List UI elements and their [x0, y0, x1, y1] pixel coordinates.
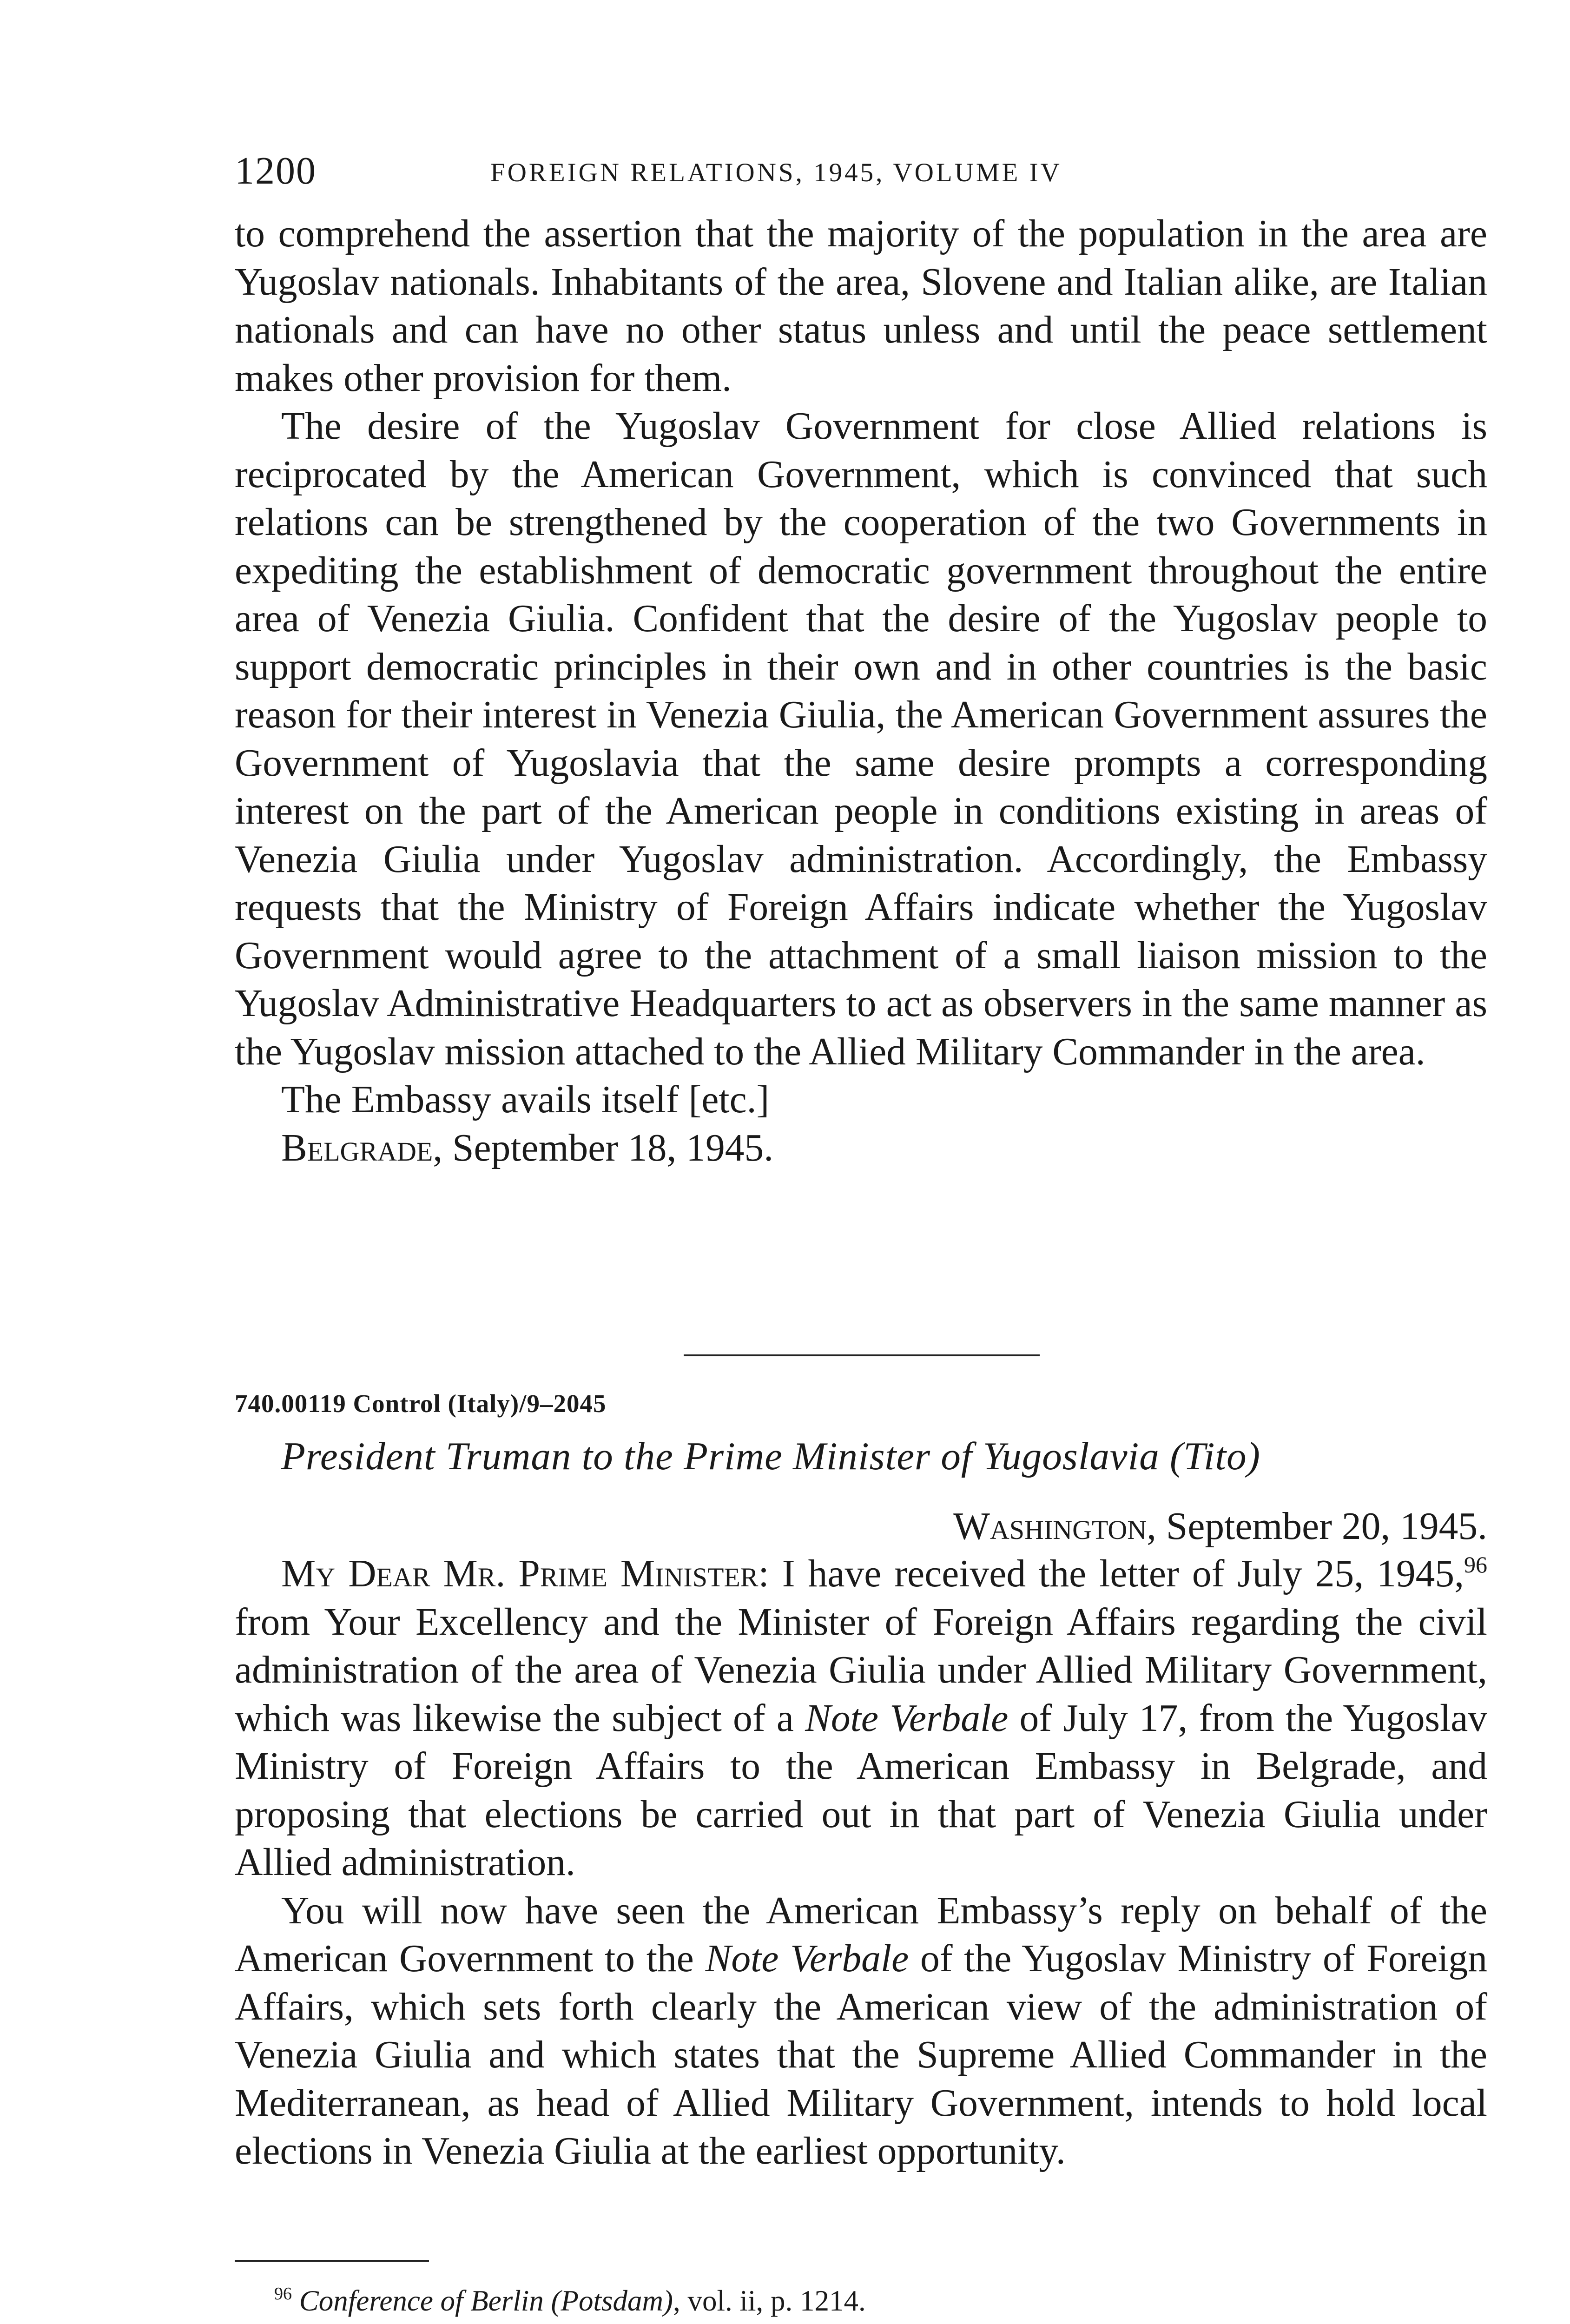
italic-term: Note Verbale	[705, 1937, 909, 1980]
section-divider	[684, 1354, 1040, 1356]
footnote	[274, 2282, 1487, 2319]
dateline	[855, 1503, 1487, 1551]
letter-paragraph: You will now have seen the American Embassy’s reply on behalf of the American Government to the Note Verbale of the Yugoslav Ministry of Foreign Affairs, which sets forth clearly the American view of the administration of Venezia Giulia and which states that the Supreme Allied Commander in the Mediterranean, as head of Allied Military Government, intends to hold local elections in Venezia Giulia at the earliest opportunity.	[235, 1889, 1488, 2172]
document-title: President Truman to the Prime Minister of Yugoslavia (Tito)	[281, 1434, 1260, 1478]
footnote-citation: , vol. ii, p. 1214.	[673, 2284, 866, 2317]
complimentary-close: The Embassy avails itself [etc.]	[281, 1078, 770, 1121]
page-number: 1200	[235, 149, 317, 192]
place-name: Belgrade,	[281, 1126, 443, 1169]
dateline-date: September 20, 1945.	[1166, 1505, 1487, 1548]
dateline-place: Washington,	[953, 1505, 1157, 1548]
note-continuation	[235, 210, 1487, 1172]
footnote-reference: 96	[1464, 1552, 1488, 1578]
footnote-number: 96	[274, 2284, 292, 2304]
note-paragraph: The desire of the Yugoslav Government for close Allied relations is reciprocated by the American Government, which is convinced that such relations can be strengthened by the cooperation of the two Governments in expediting the establishment of democratic government throughout the entire area of Venezia Giulia. Confident that the desire of the Yugoslav people to support democratic principles in their own and in other countries is the basic reason for their interest in Venezia Giulia, the American Government assures the Government of Yugoslavia that the same desire prompts a corresponding interest on the part of the American people in conditions existing in areas of Venezia Giulia under Yugoslav administration. Accordingly, the Embassy requests that the Ministry of Foreign Affairs indicate whether the Yugoslav Government would agree to the attachment of a small liaison mission to the Yugoslav Administrative Headquarters to act as observers in the same manner as the Yugoslav mission attached to the Allied Military Commander in the area.	[235, 405, 1487, 1073]
letter-paragraph: My Dear Mr. Prime Minister: I have received the letter of July 25, 1945,96 from Your Excellency and the Minister of Foreign Affairs regarding the civil administration of the area of Venezia Giulia under Allied Military Government, which was likewise the subject of a Note Verbale of July 17, from the Yugoslav Ministry of Foreign Affairs to the American Embassy in Belgrade, and proposing that elections be carried out in that part of Venezia Giulia under Allied administration.	[235, 1552, 1488, 1884]
note-paragraph: to comprehend the assertion that the majority of the population in the area are Yugoslav nationals. Inhabitants of the area, Slovene and Italian alike, are Italian nationals and can have no other status unless and until the peace settlement makes other provision for them.	[235, 212, 1487, 400]
footnote-rule	[235, 2260, 429, 2262]
running-head: FOREIGN RELATIONS, 1945, VOLUME IV	[490, 158, 1062, 187]
note-date: September 18, 1945.	[452, 1126, 774, 1169]
file-reference: 740.00119 Control (Italy)/9–2045	[235, 1389, 607, 1418]
italic-term: Note Verbale	[805, 1697, 1009, 1740]
footnote-source: Conference of Berlin (Potsdam)	[299, 2284, 673, 2317]
page-header	[235, 148, 1490, 204]
salutation: My Dear Mr. Prime Minister	[281, 1552, 759, 1595]
place-date-line	[235, 1124, 1487, 1173]
letter-body	[235, 1550, 1487, 2176]
